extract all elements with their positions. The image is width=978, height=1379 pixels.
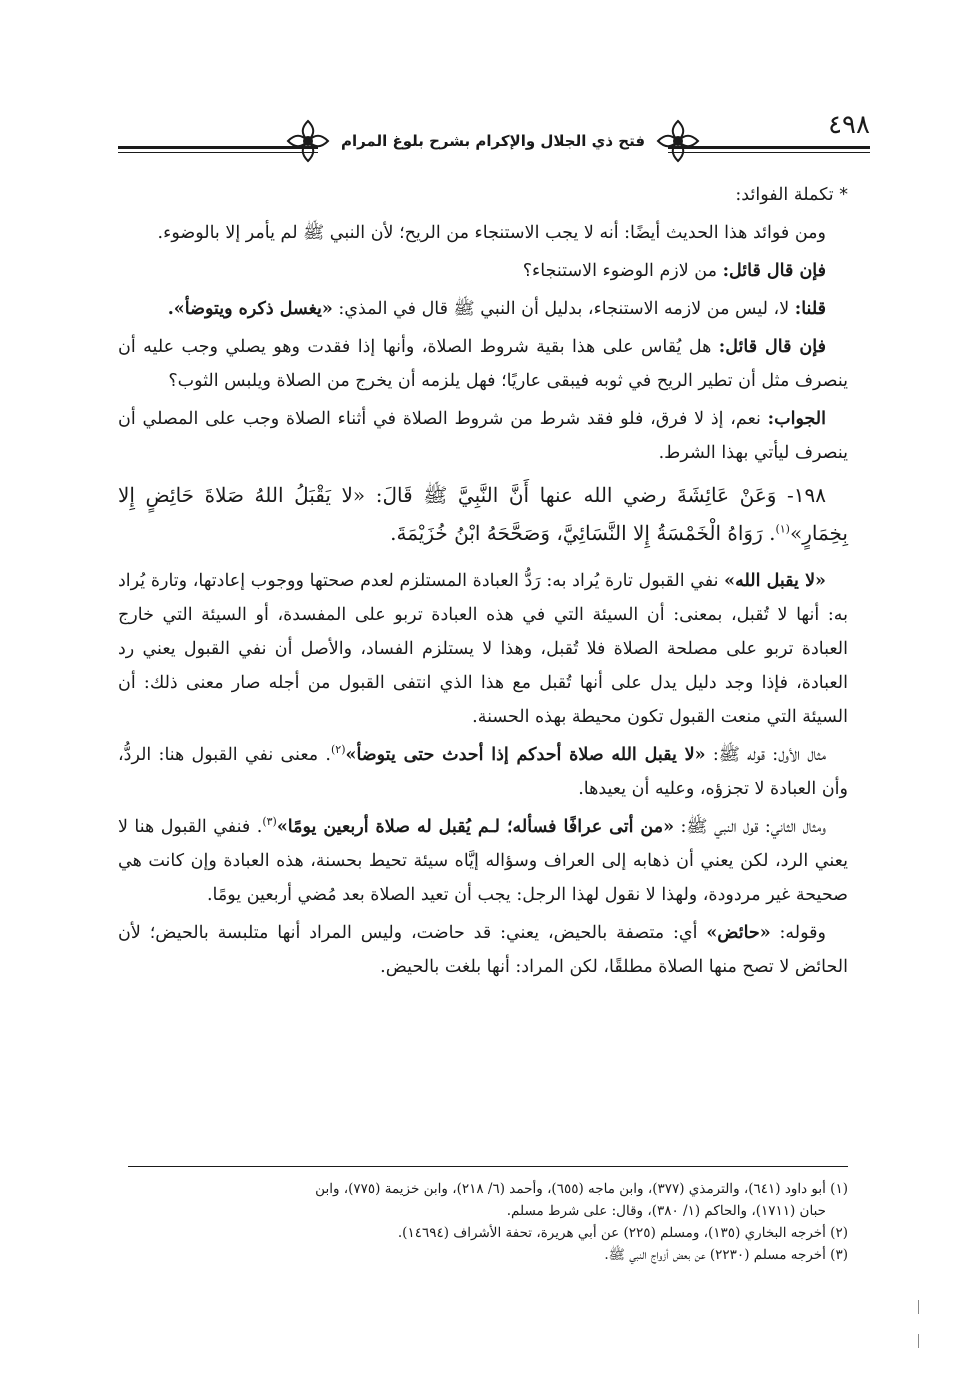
paragraph bbox=[118, 810, 848, 912]
question-paragraph bbox=[118, 330, 848, 398]
hadith-line: ١٩٨- وَعَنْ عَائِشَةَ رضي الله عنها أَنَّ النَّبِيَّ ﷺ قَالَ: «لا يَقْبَلُ اللهُ صَلاةَ حَائِضٍ إِلا بِخِمَارٍ» bbox=[118, 483, 848, 545]
floral-ornament-icon bbox=[655, 118, 701, 164]
hadith-quote: «حائض» bbox=[706, 923, 771, 943]
hadith-quote: «لا يقبل الله» bbox=[724, 571, 826, 591]
page-header bbox=[118, 108, 870, 170]
paragraph-text: . فنفي القبول هنا لا يعني الرد، لكن يعني أن ذهابه إلى العراف وسؤاله إيَّاه سيئة تحيط بحسنة، هذه العبادة وإن كانت هي صحيحة غير مردودة، ولهذا لا نقول لهذا الرجل: يجب أن تعيد الصلاة بعد مُضي أربعين يومًا. bbox=[118, 817, 848, 905]
paragraph bbox=[118, 564, 848, 734]
paragraph bbox=[118, 738, 848, 806]
section-star: * bbox=[839, 185, 848, 205]
section-heading-text: تكملة الفوائد: bbox=[735, 185, 834, 205]
page-number: ٤٩٨ bbox=[828, 110, 870, 140]
scan-mark bbox=[918, 1300, 919, 1314]
question-paragraph bbox=[118, 254, 848, 288]
footnote-2: (٢) أخرجه البخاري (١٣٥)، ومسلم (٢٢٥) عن أبي هريرة، تحفة الأشراف (١٤٦٩٤). bbox=[397, 1225, 848, 1241]
floral-ornament-icon bbox=[285, 118, 331, 164]
footnote-ref: (٣) bbox=[262, 815, 277, 829]
paragraph-lead: ومثال الثاني: قول النبي ﷺ: bbox=[674, 817, 827, 837]
footnote-3: (٣) أخرجه مسلم (٢٢٣٠) عن بعض أزواج النبي ﷺ. bbox=[604, 1247, 848, 1263]
hadith-quote: «يغسل ذكره ويتوضأ». bbox=[167, 299, 333, 319]
hadith-source: رَوَاهُ الْخَمْسَةُ إِلا النَّسَائِيَّ، وَصَحَّحَهُ ابْنُ خُزَيْمَةَ. bbox=[390, 521, 763, 545]
question-lead: فإن قال قائل: bbox=[722, 261, 826, 281]
book-title: فتح ذي الجلال والإكرام بشرح بلوغ المرام bbox=[340, 132, 646, 150]
answer-text: لا، ليس من لازمه الاستنجاء، بدليل أن النبي ﷺ قال في المذي: bbox=[332, 299, 790, 319]
answer-paragraph bbox=[118, 292, 848, 326]
paragraph-text: ومن فوائد هذا الحديث أيضًا: أنه لا يجب الاستنجاء من الريح؛ لأن النبي ﷺ لم يأمر إلا بالوضوء. bbox=[157, 223, 826, 243]
paragraph-text: . معنى نفي القبول هنا: الردُّ، وأن العبادة لا تجزؤه، وعليه أن يعيدها. bbox=[118, 745, 848, 799]
paragraph-lead: وقوله: bbox=[770, 923, 826, 943]
question-lead: فإن قال قائل: bbox=[718, 337, 826, 357]
answer-paragraph bbox=[118, 402, 848, 470]
paragraph-lead: مثال الأول: قوله ﷺ: bbox=[705, 745, 826, 765]
answer-lead: قلنا: bbox=[794, 299, 826, 319]
paragraph bbox=[118, 216, 848, 250]
footnote-ref: (٢) bbox=[330, 743, 346, 757]
hadith-quote: «من أتى عرافًا فسأله؛ لـم يُقبل له صلاة أربعين يومًا» bbox=[276, 817, 675, 837]
main-text bbox=[118, 178, 848, 988]
footnote-rule bbox=[128, 1166, 848, 1167]
header-title-block bbox=[318, 114, 668, 168]
section-heading bbox=[118, 178, 848, 212]
footnote-1: (١) أبو داود (٦٤١)، والترمذي (٣٧٧)، وابن ماجه (٦٥٥)، وأحمد (٦/ ٢١٨)، وابن خزيمة (٧٧٥)، وابن bbox=[315, 1181, 848, 1197]
footnote-1-continued: حبان (١٧١١)، والحاكم (١/ ٣٨٠)، وقال: على شرط مسلم. bbox=[506, 1203, 826, 1219]
hadith-text: ١٩٨- وَعَنْ عَائِشَةَ رضي الله عنها أَنَّ النَّبِيَّ ﷺ قَالَ: «لا يَقْبَلُ اللهُ صَلاةَ حَائِضٍ إِلا بِخِمَارٍ»$^{(١)}$. رَوَاهُ الْخَمْسَةُ إِلا النَّسَائِيَّ، وَصَحَّحَهُ ابْنُ خُزَيْمَةَ. bbox=[118, 483, 848, 545]
answer-lead: الجواب: bbox=[767, 409, 826, 429]
paragraph-text: أي: متصفة بالحيض، يعني: قد حاضت، وليس المراد أنها متلبسة بالحيض؛ لأن الحائض لا تصح منها الصلاة مطلقًا، لكن المراد: أنها بلغت بالحيض. bbox=[118, 923, 848, 977]
question-text: من لازم الوضوء الاستنجاء؟ bbox=[522, 261, 717, 281]
paragraph bbox=[118, 916, 848, 984]
paragraph-text: نفي القبول تارة يُراد به: رَدُّ العبادة المستلزم لعدم صحتها ووجوب إعادتها، وتارة يُراد به: أنها لا تُقبل، بمعنى: أن السيئة التي في هذه العبادة تربو على المفسدة، أو السيئة التي خارج العبادة تربو على مصلحة الصلاة فلا تُقبل، وهذا لا يستلزم الفساد، والأصل أن نفي القبول يعني رد العبادة، فإذا وجد دليل يدل على أنها تُقبل مع هذا الذي انتفى القبول من أجله صار معنى ذلك: أن السيئة التي منعت القبول تكون محيطة بهذه الحسنة. bbox=[118, 571, 848, 727]
scan-mark bbox=[918, 1334, 919, 1348]
answer-text: نعم، إذ لا فرق، فلو فقد شرط من شروط الصلاة في أثناء الصلاة وجب على المصلي أن ينصرف ليأتي بهذا الشرط. bbox=[118, 409, 848, 463]
footnotes bbox=[118, 1178, 848, 1266]
question-text: هل يُقاس على هذا بقية شروط الصلاة، وأنها إذا فقدت وهو يصلي وجب عليه أن ينصرف مثل أن تطير الريح في ثوبه فيبقى عاريًا؛ فهل يلزمه أن يخرج من الصلاة ويلبس الثوب؟ bbox=[118, 337, 848, 391]
footnote-ref: (١) bbox=[775, 522, 790, 536]
hadith-quote: «لا يقبل الله صلاة أحدكم إذا أحدث حتى يتوضأ» bbox=[345, 745, 706, 765]
